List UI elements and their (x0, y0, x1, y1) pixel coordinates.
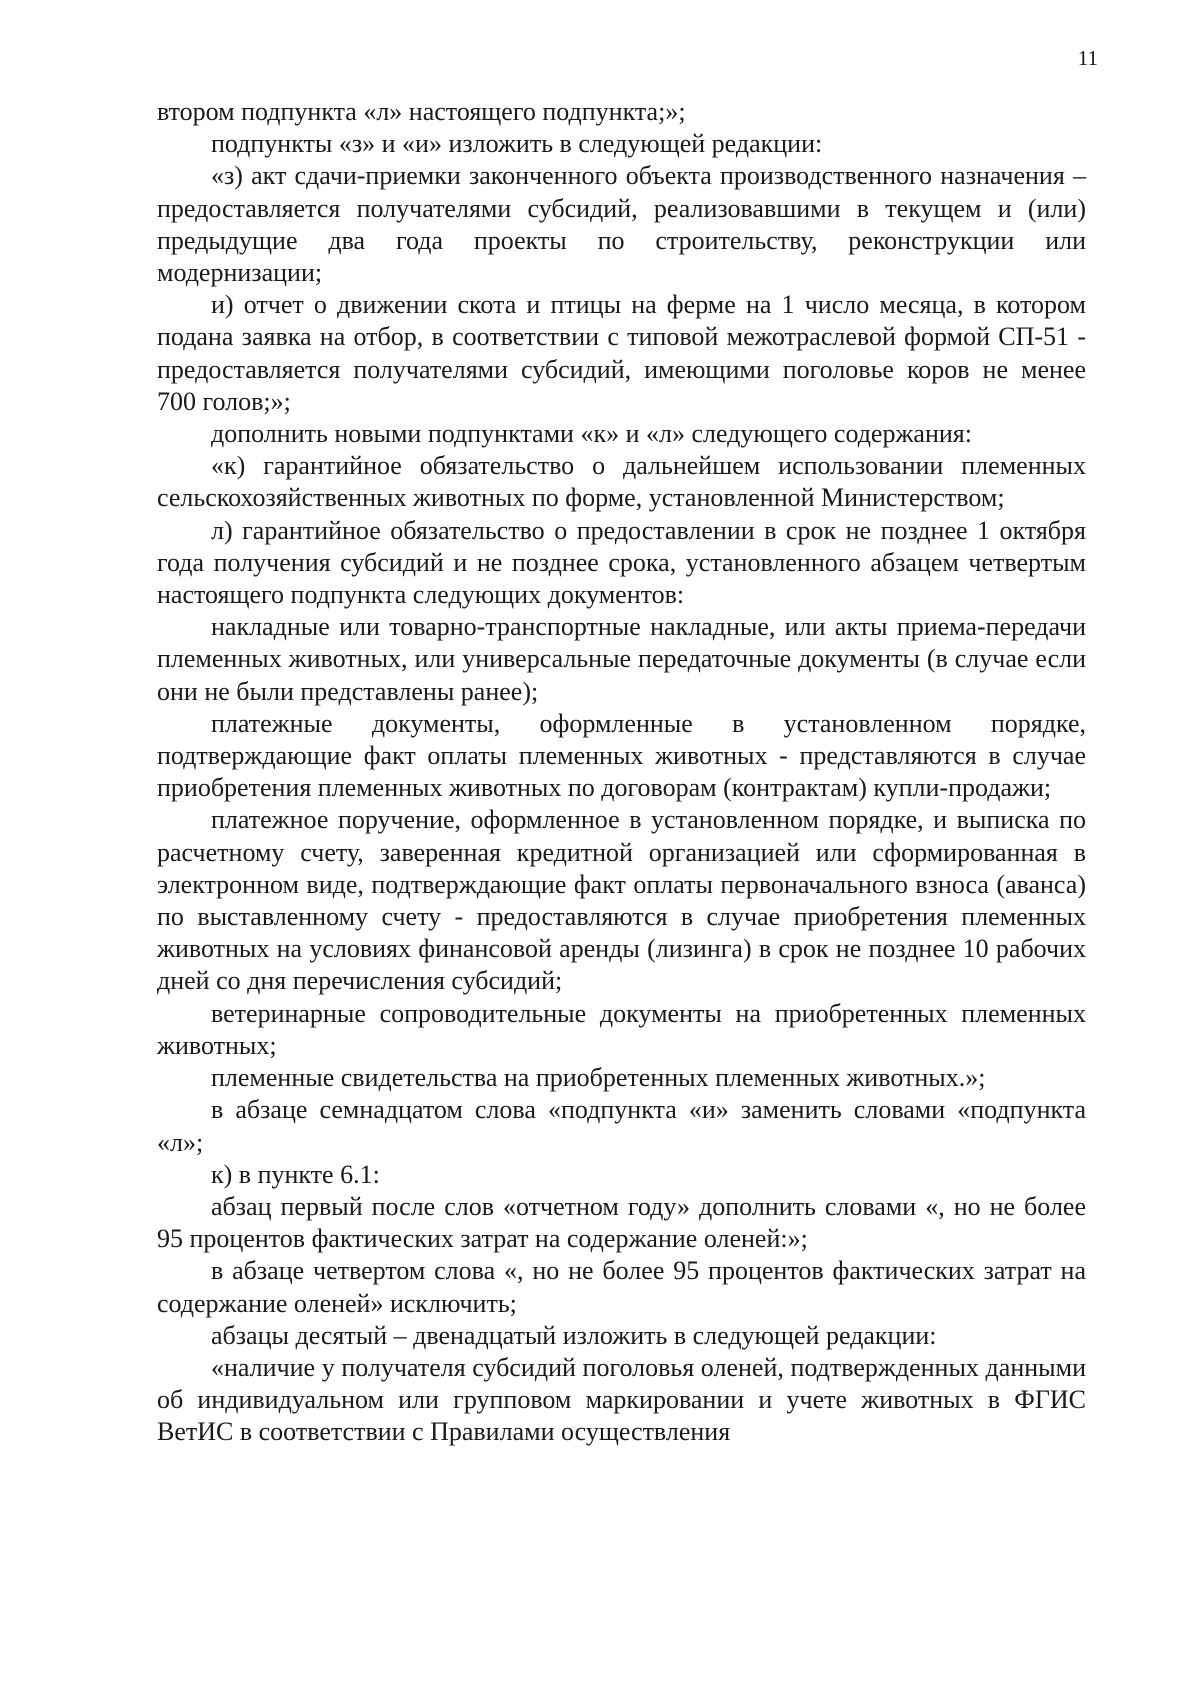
paragraph: накладные или товарно-транспортные накладные, или акты приема-передачи племенных животных, или универсальные передаточные документы (в случае если они не были представлены ранее); (157, 612, 1086, 706)
paragraph-continuation: втором подпункта «л» настоящего подпункта;»; (157, 97, 686, 126)
paragraph-subitem-i: и) отчет о движении скота и птицы на ферме на 1 число месяца, в котором подана заявка на отбор, в соответствии с типовой межотраслевой формой СП-51 - предоставляется получателями субсидий, имеющими поголовье коров не менее 700 голов;»; (157, 290, 1086, 416)
paragraph-subitem-k: «к) гарантийное обязательство о дальнейшем использовании племенных сельскохозяйственных животных по форме, установленной Министерством; (157, 451, 1086, 513)
paragraph: в абзаце четвертом слова «, но не более 95 процентов фактических затрат на содержание оленей» исключить; (157, 1256, 1086, 1318)
paragraph: абзац первый после слов «отчетном году» дополнить словами «, но не более 95 процентов фактических затрат на содержание оленей:»; (157, 1191, 1086, 1254)
paragraph: абзацы десятый – двенадцатый изложить в следующей редакции: (211, 1320, 937, 1350)
paragraph-subitem-l: л) гарантийное обязательство о предоставлении в срок не позднее 1 октября года получения субсидий и не позднее срока, установленного абзацем четвертым настоящего подпункта следующих документов: (157, 515, 1086, 610)
paragraph-item-k: к) в пункте 6.1: (211, 1159, 380, 1189)
paragraph: племенные свидетельства на приобретенных племенных животных.»; (211, 1063, 986, 1093)
paragraph-subitem-z: «з) акт сдачи-приемки законченного объекта производственного назначения – предоставляется получателями субсидий, реализовавшими в текущем и (или) предыдущие два года проекты по строительству, реконструкции или модернизации; (157, 161, 1086, 288)
paragraph: дополнить новыми подпунктами «к» и «л» следующего содержания: (211, 419, 972, 449)
document-body (157, 96, 1086, 1449)
paragraph: «наличие у получателя субсидий поголовья оленей, подтвержденных данными об индивидуальном или групповом маркировании и учете животных в ФГИС ВетИС в соответствии с Правилами осуществления (157, 1352, 1086, 1447)
paragraph: в абзаце семнадцатом слова «подпункта «и» заменить словами «подпункта «л»; (157, 1095, 1086, 1157)
paragraph: платежные документы, оформленные в установленном порядке, подтверждающие факт оплаты племенных животных - представляются в случае приобретения племенных животных по договорам (контрактам) купли-продажи; (157, 708, 1086, 803)
page-number: 11 (1077, 46, 1098, 70)
paragraph: платежное поручение, оформленное в установленном порядке, и выписка по расчетному счету, заверенная кредитной организацией или сформированная в электронном виде, подтверждающие факт оплаты первоначального взноса (аванса) по выставленному счету - предоставляются в случае приобретения племенных животных на условиях финансовой аренды (лизинга) в срок не позднее 10 рабочих дней со дня перечисления субсидий; (157, 805, 1086, 996)
paragraph: подпункты «з» и «и» изложить в следующей редакции: (211, 129, 823, 159)
paragraph: ветеринарные сопроводительные документы на приобретенных племенных животных; (157, 998, 1086, 1060)
